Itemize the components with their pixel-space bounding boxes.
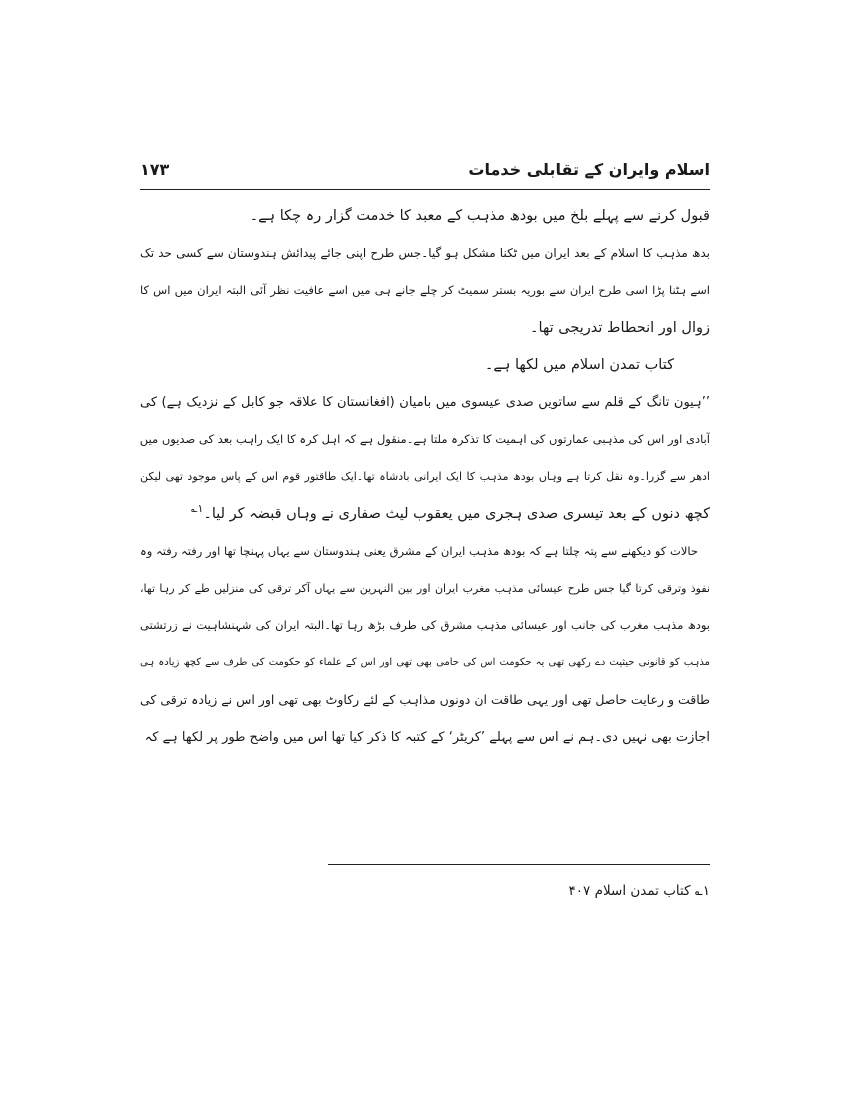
text-line: آبادی اور اس کی مذہبی عمارتوں کی اہمیت کا تذکرہ ملتا ہے۔منقول ہے کہ اہل کرہ کا ایک راہب بعد کی صدیوں میں [140,432,710,447]
footnote-marker: ۱؎ [190,501,204,515]
body-text [140,198,710,756]
text-line: بدھ مذہب کا اسلام کے بعد ایران میں ٹکنا مشکل ہو گیا۔جس طرح اپنی جائے پیدائش ہندوستان سے کسی حد تک [140,246,710,261]
text-line: اجازت بھی نہیں دی۔ہم نے اس سے پہلے ’کریٹر‘ کے کتبہ کا ذکر کیا تھا اس میں واضح طور پر لکھا ہے کہ [144,729,710,745]
text-line-content: کچھ دنوں کے بعد تیسری صدی ہجری میں یعقوب لیث صفاری نے وہاں قبضہ کر لیا۔ [203,505,710,522]
footnote: ۱؎ کتاب تمدن اسلام ۴۰۷ [568,883,710,899]
text-line: نفوذ وترقی کرتا گیا جس طرح عیسائی مذہب مغرب ایران اور بین النہرین سے یہاں آکر ترقی کی منزلیں طے کر رہا تھا، [140,581,710,595]
text-line: اسے ہٹنا پڑا اسی طرح ایران سے بوریہ بستر سمیٹ کر چلے جانے ہی میں اسے عافیت نظر آئی البتہ ایران میں اس کا [140,283,710,298]
text-line: ’’ہیون تانگ کے قلم سے ساتویں صدی عیسوی میں بامیان (افغانستان کا علاقہ جو کابل کے نزدیک ہے) کی [140,394,710,410]
text-line: مذہب کو قانونی حیثیت دے رکھی تھی یہ حکومت اس کی حامی بھی تھی اور اس کے علماء کو حکومت کی طرف سے کچھ زیادہ ہی [140,657,710,669]
text-line [140,496,710,533]
footnote-rule [328,864,710,865]
text-line: کتاب تمدن اسلام میں لکھا ہے۔ [484,356,674,373]
text-line: طاقت و رعایت حاصل تھی اور یہی طاقت ان دونوں مذاہب کے لئے رکاوٹ بھی تھی اور اس نے زیادہ ترقی کی [140,692,710,708]
page-number: ١٧٣ [140,160,170,179]
text-line: ادھر سے گزرا۔وہ نقل کرتا ہے وہاں بودھ مذہب کا ایک ایرانی بادشاہ تھا۔ایک طاقتور قوم اس کے پاس موجود تھی لیکن [140,470,710,484]
text-line: حالات کو دیکھنے سے پتہ چلتا ہے کہ بودھ مذہب ایران کے مشرق یعنی ہندوستان سے یہاں پہنچا تھا اور رفتہ رفتہ وہ [140,543,698,558]
page-header [140,158,710,188]
text-line: قبول کرنے سے پہلے بلخ میں بودھ مذہب کے معبد کا خدمت گزار رہ چکا ہے۔ [249,208,710,224]
header-rule [140,189,710,190]
text-line: زوال اور انحطاط تدریجی تھا۔ [530,319,710,336]
running-title: اسلام وایران کے تقابلی خدمات [468,160,710,179]
text-line: بودھ مذہب مغرب کی جانب اور عیسائی مذہب مشرق کی طرف بڑھ رہا تھا۔البتہ ایران کی شہنشاہیت نے زرتشتی [140,618,710,633]
